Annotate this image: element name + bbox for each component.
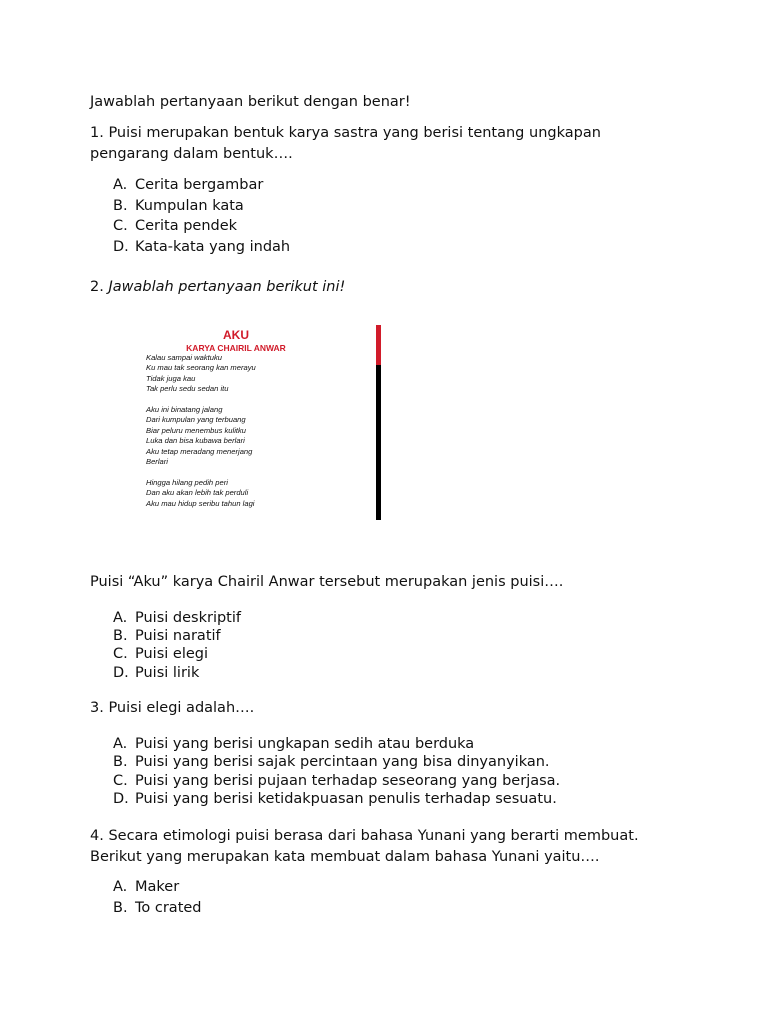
option-text: Puisi yang berisi sajak percintaan yang bisa dinyanyikan. — [135, 754, 550, 771]
option-letter: A. — [113, 177, 128, 193]
option-c — [113, 772, 560, 790]
poem-stanza-3 — [146, 478, 255, 509]
option-letter: C. — [113, 646, 128, 663]
option-letter: B. — [113, 899, 128, 916]
question-1-line-1: 1. Puisi merupakan bentuk karya sastra yang berisi tentang ungkapan — [90, 125, 601, 141]
option-b — [113, 898, 202, 919]
option-letter: D. — [113, 790, 129, 807]
option-text: To crated — [135, 899, 202, 916]
poem-line: Biar peluru menembus kulitku — [146, 425, 247, 435]
option-text: Puisi yang berisi pujaan terhadap seseorang yang berjasa. — [135, 772, 561, 789]
option-text: Puisi elegi — [135, 646, 209, 663]
option-b — [113, 753, 560, 771]
option-d — [113, 664, 241, 682]
option-b — [113, 627, 241, 645]
question-1-line-2: pengarang dalam bentuk…. — [90, 146, 293, 162]
option-letter: A. — [113, 879, 128, 895]
question-3-options — [113, 735, 560, 808]
question-1-options — [113, 175, 290, 258]
option-text: Maker — [135, 879, 180, 895]
option-letter: C. — [113, 772, 128, 789]
poem-line: Luka dan bisa kubawa berlari — [146, 436, 245, 446]
question-2-prompt: Jawablah pertanyaan berikut ini! — [108, 279, 346, 295]
option-text: Kumpulan kata — [135, 197, 244, 214]
poem-line: Hingga hilang pedih peri — [146, 478, 228, 487]
poem-line: Kalau sampai waktuku — [146, 353, 222, 362]
option-text: Cerita bergambar — [135, 177, 264, 193]
option-b — [113, 196, 290, 217]
question-2-number: 2. — [90, 279, 104, 295]
poem-line: Tidak juga kau — [146, 373, 196, 383]
poem-line: Berlari — [146, 457, 168, 467]
option-d — [113, 790, 560, 808]
poem-title: AKU — [223, 328, 249, 342]
option-text: Puisi yang berisi ungkapan sedih atau berduka — [135, 736, 475, 752]
option-letter: B. — [113, 628, 128, 645]
question-2-options — [113, 609, 241, 682]
poem-image — [140, 320, 332, 520]
instruction: Jawablah pertanyaan berikut dengan benar! — [90, 94, 411, 110]
question-3-text: 3. Puisi elegi adalah…. — [90, 700, 255, 716]
option-text: Puisi lirik — [135, 664, 200, 681]
poem-line: Aku tetap meradang menerjang — [146, 446, 253, 456]
option-c — [113, 216, 290, 237]
option-letter: A. — [113, 736, 128, 752]
option-letter: D. — [113, 664, 129, 681]
poem-line: Tak perlu sedu sedan itu — [146, 384, 229, 394]
question-2-heading — [90, 277, 345, 298]
poem-bar-red — [376, 325, 381, 365]
option-a — [113, 175, 290, 196]
option-a — [113, 877, 202, 898]
question-4-line-1: 4. Secara etimologi puisi berasa dari bahasa Yunani yang berarti membuat. — [90, 828, 639, 844]
option-a — [113, 735, 560, 753]
option-text: Cerita pendek — [135, 218, 238, 235]
poem-line: Dan aku akan lebih tak perduli — [146, 488, 249, 498]
poem-line: Aku ini binatang jalang — [146, 405, 223, 414]
option-letter: A. — [113, 610, 128, 626]
poem-stanza-2 — [146, 405, 252, 467]
option-letter: C. — [113, 218, 128, 235]
option-text: Puisi deskriptif — [135, 610, 241, 626]
option-d — [113, 237, 290, 258]
poem-subtitle: KARYA CHAIRIL ANWAR — [186, 343, 286, 353]
option-c — [113, 645, 241, 663]
option-text: Puisi naratif — [135, 628, 221, 645]
poem-bar-black — [376, 365, 381, 520]
option-text: Puisi yang berisi ketidakpuasan penulis terhadap sesuatu. — [135, 790, 557, 807]
option-text: Kata-kata yang indah — [135, 239, 291, 256]
question-4-options — [113, 877, 202, 918]
poem-stanza-1 — [146, 353, 256, 395]
question-4-line-2: Berikut yang merupakan kata membuat dalam bahasa Yunani yaitu…. — [90, 849, 600, 865]
option-letter: B. — [113, 754, 128, 771]
option-letter: D. — [113, 239, 129, 256]
option-a — [113, 609, 241, 627]
poem-line: Dari kumpulan yang terbuang — [146, 415, 246, 425]
option-letter: B. — [113, 197, 128, 214]
poem-line: Aku mau hidup seribu tahun lagi — [146, 498, 255, 508]
question-2-text: Puisi “Aku” karya Chairil Anwar tersebut merupakan jenis puisi…. — [90, 574, 564, 590]
poem-line: Ku mau tak seorang kan merayu — [146, 363, 256, 373]
